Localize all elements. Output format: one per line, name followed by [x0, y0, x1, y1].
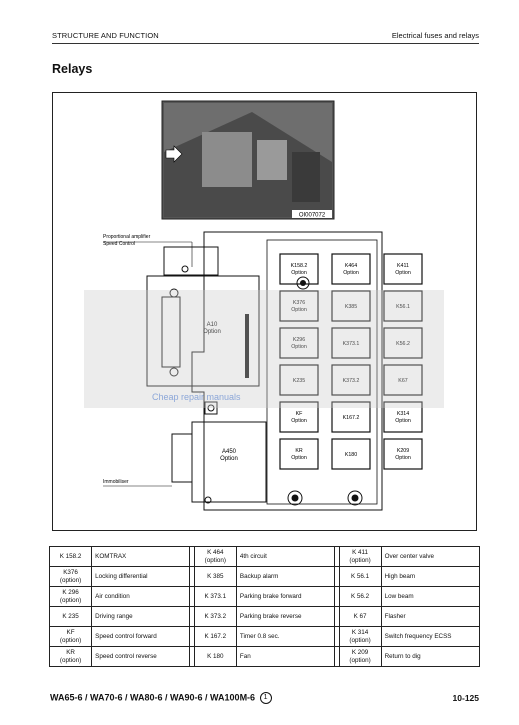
footer-models: WA65-6 / WA70-6 / WA80-6 / WA90-6 / WA100M-6 1 — [50, 692, 272, 704]
relay-function-cell: Over center valve — [381, 547, 479, 567]
relay-code-cell: K 56.2 — [339, 587, 381, 607]
table-row — [50, 607, 480, 627]
relay-function-cell: Parking brake forward — [236, 587, 334, 607]
relay-function-cell: Speed control reverse — [92, 647, 190, 667]
relay-function-cell: Flasher — [381, 607, 479, 627]
page-number: 10-125 — [452, 693, 479, 703]
relay-code-cell: K 373.1 — [194, 587, 236, 607]
table-row — [50, 627, 480, 647]
relay-k411 — [384, 254, 422, 284]
svg-text:K411Option: K411 Option — [395, 263, 411, 276]
svg-text:K158.2Option: K158.2 Option — [290, 263, 308, 276]
relay-code-cell: K 180 — [194, 647, 236, 667]
relay-k180 — [332, 439, 370, 469]
svg-text:K296Option: K296 Option — [291, 337, 307, 350]
relay-code-cell: K 373.2 — [194, 607, 236, 627]
relay-code-cell: K 385 — [194, 567, 236, 587]
svg-text:K373.2: K373.2 — [342, 378, 360, 384]
svg-text:K180: K180 — [344, 452, 358, 458]
relay-code-cell: KR (option) — [50, 647, 92, 667]
proportional-amplifier-label: Proportional amplifier Speed Control — [103, 234, 151, 247]
relay-function-cell: Fan — [236, 647, 334, 667]
watermark-text: Cheap repair manuals — [152, 392, 241, 402]
relay-function-cell: KOMTRAX — [92, 547, 190, 567]
svg-text:K376Option: K376 Option — [291, 300, 307, 313]
svg-text:K464Option: K464 Option — [343, 263, 359, 276]
immobiliser-label: Immobiliser — [103, 479, 129, 485]
relay-code-cell: K 296 (option) — [50, 587, 92, 607]
relay-function-cell: Parking brake reverse — [236, 607, 334, 627]
relay-code-cell: K 235 — [50, 607, 92, 627]
svg-text:K314Option: K314 Option — [395, 411, 411, 424]
relay-code-cell: K 464 (option) — [194, 547, 236, 567]
header-section: STRUCTURE AND FUNCTION — [52, 31, 159, 40]
svg-text:K56.2: K56.2 — [396, 341, 410, 347]
table-row — [50, 647, 480, 667]
svg-text:K373.1: K373.1 — [342, 341, 360, 347]
header-rule — [52, 43, 479, 44]
relay-table — [49, 546, 480, 667]
relay-code-cell: K376 (option) — [50, 567, 92, 587]
relay-function-cell: Switch frequency ECSS — [381, 627, 479, 647]
revision-badge: 1 — [260, 692, 272, 704]
svg-text:KROption: KR Option — [291, 448, 307, 461]
relay-code-cell: K 411 (option) — [339, 547, 381, 567]
svg-text:K67: K67 — [398, 378, 408, 384]
relay-function-cell: Return to dig — [381, 647, 479, 667]
svg-text:K56.1: K56.1 — [396, 304, 410, 310]
relay-function-cell: Timer 0.8 sec. — [236, 627, 334, 647]
installation-photo — [162, 101, 334, 219]
relay-code-cell: K 67 — [339, 607, 381, 627]
table-row — [50, 547, 480, 567]
relay-code-cell: K 314 (option) — [339, 627, 381, 647]
relay-k464 — [332, 254, 370, 284]
a10-label: A10 Option — [203, 322, 221, 335]
relay-function-cell: Backup alarm — [236, 567, 334, 587]
relay-k209 — [384, 439, 422, 469]
relay-code-cell: K 158.2 — [50, 547, 92, 567]
a450-label: A450 Option — [220, 449, 238, 462]
relay-function-cell: Low beam — [381, 587, 479, 607]
relay-function-cell: High beam — [381, 567, 479, 587]
relay-code-cell: K 209 (option) — [339, 647, 381, 667]
relay-k158-2 — [280, 254, 318, 284]
svg-text:K235: K235 — [292, 378, 306, 384]
watermark-band — [84, 290, 444, 408]
relay-function-cell: Locking differential — [92, 567, 190, 587]
relay-function-cell: Driving range — [92, 607, 190, 627]
header-topic: Electrical fuses and relays — [391, 31, 479, 40]
table-row — [50, 567, 480, 587]
immobiliser — [103, 402, 266, 503]
svg-text:K167.2: K167.2 — [342, 415, 360, 421]
svg-text:K385: K385 — [344, 304, 358, 310]
relay-code-cell: KF (option) — [50, 627, 92, 647]
page-title: Relays — [52, 62, 93, 76]
relay-function-cell: Speed control forward — [92, 627, 190, 647]
relay-code-cell: K 167.2 — [194, 627, 236, 647]
relay-function-cell: Air condition — [92, 587, 190, 607]
svg-text:K209Option: K209 Option — [395, 448, 411, 461]
relay-function-cell: 4th circuit — [236, 547, 334, 567]
relay-kr — [280, 439, 318, 469]
svg-text:KFOption: KF Option — [291, 411, 307, 424]
table-row — [50, 587, 480, 607]
photo-code: OI007072 — [298, 212, 326, 219]
relay-code-cell: K 56.1 — [339, 567, 381, 587]
